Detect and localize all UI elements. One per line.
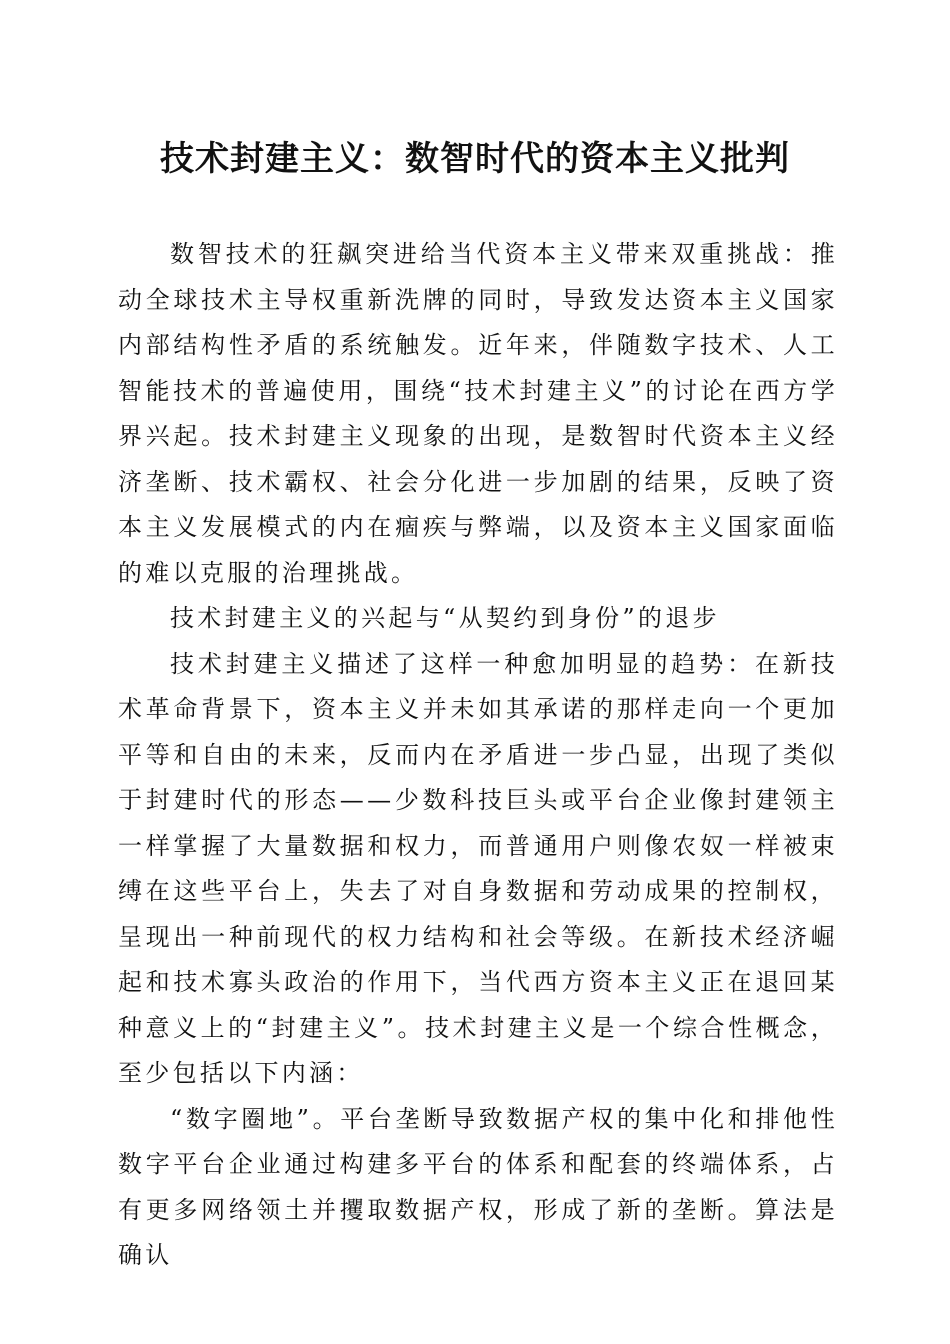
paragraph-intro: 数智技术的狂飙突进给当代资本主义带来双重挑战：推动全球技术主导权重新洗牌的同时，导致发达资本主义国家内部结构性矛盾的系统触发。近年来，伴随数字技术、人工智能技术的普遍使用，围绕“技术封建主义”的讨论在西方学界兴起。技术封建主义现象的出现，是数智时代资本主义经济垄断、技术霸权、社会分化进一步加剧的结果，反映了资本主义发展模式的内在痼疾与弊端，以及资本主义国家面临的难以克服的治理挑战。 <box>118 240 838 587</box>
document-title: 技术封建主义：数智时代的资本主义批判 <box>160 139 790 179</box>
document-body <box>118 232 838 1279</box>
paragraph-digital-enclosure: “数字圈地”。平台垄断导致数据产权的集中化和排他性数字平台企业通过构建多平台的体系和配套的终端体系，占有更多网络领土并攫取数据产权，形成了新的垄断。算法是确认 <box>118 1104 838 1269</box>
section-heading: 技术封建主义的兴起与“从契约到身份”的退步 <box>170 604 720 632</box>
paragraph-definition: 技术封建主义描述了这样一种愈加明显的趋势：在新技术革命背景下，资本主义并未如其承诺的那样走向一个更加平等和自由的未来，反而内在矛盾进一步凸显，出现了类似于封建时代的形态——少数科技巨头或平台企业像封建领主一样掌握了大量数据和权力，而普通用户则像农奴一样被束缚在这些平台上，失去了对自身数据和劳动成果的控制权，呈现出一种前现代的权力结构和社会等级。在新技术经济崛起和技术寡头政治的作用下，当代西方资本主义正在退回某种意义上的“封建主义”。技术封建主义是一个综合性概念，至少包括以下内涵： <box>118 649 838 1087</box>
